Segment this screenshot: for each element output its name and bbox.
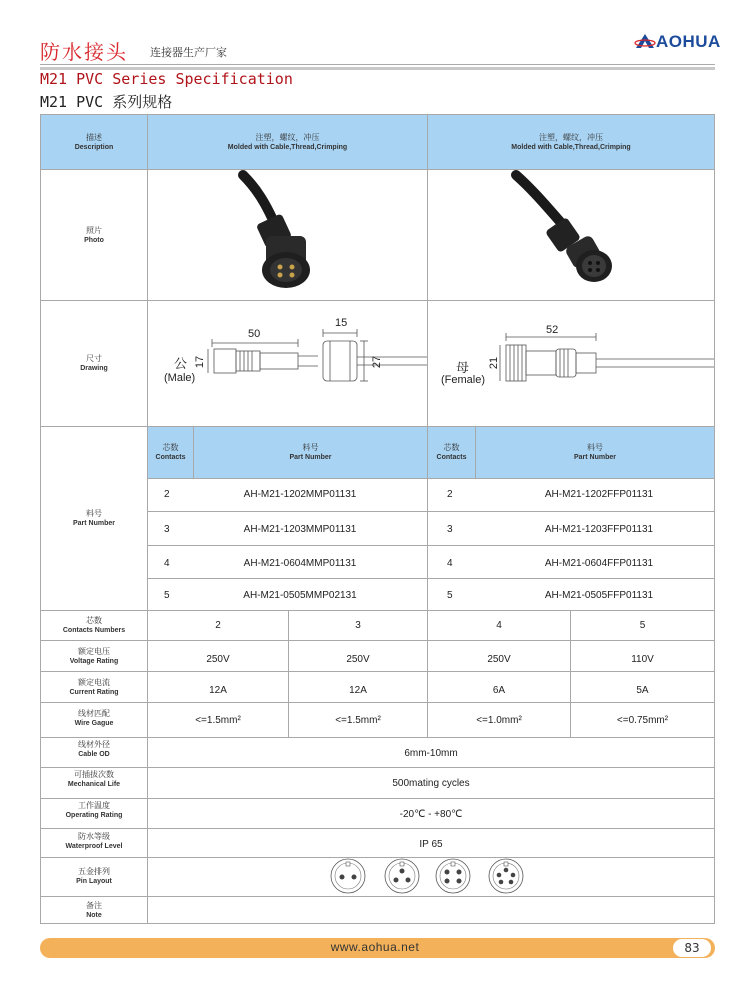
cable-od-label-cell [41,734,147,764]
operating-label-cn: 工作温度 [78,800,110,810]
pin-layout-label-cell [41,857,147,896]
waterproof-label-cn: 防水等级 [78,831,110,841]
note-label-cell [41,897,147,923]
brand-logo [634,32,721,52]
desc-female-en: Molded with Cable,Thread,Crimping [511,143,631,151]
pn-male-contacts-cn: 芯数 [162,443,179,452]
pin-layout-icons [148,857,714,896]
drawing-label-en: Drawing [80,365,108,372]
grid-v-spec-1 [288,610,289,738]
voltage-label-en: Voltage Rating [69,657,119,665]
part-number-label-en: Part Number [72,520,115,527]
pin-layout-label-cn: 五金排列 [78,867,110,876]
female-connector-photo [428,170,714,300]
voltage-value-3: 250V [487,653,511,665]
grid-h-pn-1 [147,511,715,512]
current-value-3: 6A [492,684,506,696]
grid-h-pn-3 [147,578,715,579]
pn-female-pn-header [476,427,714,478]
contacts-value-4: 5 [639,620,646,631]
desc-label-cn: 描述 [86,132,102,142]
pn-female-row-4-contacts: 5 [447,590,453,601]
wire-value-4: <=0.75mm² [616,714,669,726]
voltage-value-4: 110V [631,653,654,665]
female-label-cn: 母 [456,361,470,376]
male-dim-length: 50 [248,328,261,340]
mech-life-label-en: Mechanical Life [67,781,121,788]
female-dim-diameter: 21 [488,356,501,370]
desc-female-cn: 注塑，螺纹，冲压 [539,132,603,142]
pin-layout-3-icon [385,859,419,893]
pin-layout-4-icon [436,859,470,893]
cable-od-value: 6mm-10mm [404,747,458,759]
header-rule [40,64,715,65]
pn-female-pn-en: Part Number [573,454,616,461]
photo-label-en: Photo [84,236,104,244]
mech-life-label-cell [41,765,147,794]
photo-label-cn: 照片 [86,225,102,235]
desc-male-cn: 注塑，螺纹，冲压 [255,132,320,142]
pn-female-contacts-cn: 芯数 [443,443,460,452]
wire-label-en: Wire Gague [74,719,114,727]
drawing-label-cell [41,301,147,426]
male-drawing [148,301,427,426]
pn-male-row-2-contacts: 3 [164,524,170,535]
male-dim-diameter: 17 [194,355,207,369]
desc-label-en: Description [74,143,114,151]
grid-v-mid [427,114,428,610]
pn-male-row-4-pn: AH-M21-0505MMP02131 [243,590,357,601]
pin-layout-label-en: Pin Layout [76,878,112,885]
footer-url[interactable]: www.aohua.net [330,940,420,954]
pn-male-contacts-header [148,427,193,478]
operating-label-en: Operating Rating [65,811,123,819]
photo-label-cell [41,170,147,300]
contacts-value-2: 3 [355,620,361,631]
grid-v-spec-3 [570,610,571,738]
pin-layout-2-icon [331,859,365,893]
grid-h-6 [40,671,715,672]
pn-male-contacts-en: Contacts [155,454,186,461]
desc-female-cell [428,115,714,169]
wire-value-3: <=1.0mm² [476,714,522,726]
contacts-value-3: 4 [496,620,502,631]
pn-male-row-4-contacts: 5 [164,590,170,601]
grid-h-12 [40,857,715,858]
grid-h-pn-head [147,478,715,479]
pn-male-row-1-pn: AH-M21-1202MMP01131 [243,489,357,500]
pin-layout-5-icon [489,859,523,893]
current-value-4: 5A [636,684,649,696]
spec-title-cn: M21 PVC 系列规格 [40,93,173,111]
contacts-numbers-label-cell [41,611,147,640]
male-label-cn: 公 [174,357,188,372]
pn-female-row-3-pn: AH-M21-0604FFP01131 [544,558,654,569]
note-label-cn: 备注 [86,900,102,910]
mech-life-value: 500mating cycles [392,777,470,789]
waterproof-label-en: Waterproof Level [65,842,123,850]
cable-od-label-cn: 线材外径 [78,739,110,749]
waterproof-value: IP 65 [419,838,443,850]
pn-male-row-3-pn: AH-M21-0604MMP01131 [243,558,357,569]
page-number: 83 [672,938,712,958]
grid-h-13 [40,896,715,897]
waterproof-label-cell [41,826,147,856]
grid-h-4 [40,610,715,611]
pn-female-row-2-pn: AH-M21-1203FFP01131 [544,524,654,535]
male-drawing-svg [148,301,427,426]
grid-h-9 [40,767,715,768]
pn-male-pn-en: Part Number [289,454,332,461]
pn-female-contacts-header [428,427,475,478]
cable-od-label-en: Cable OD [78,750,110,758]
male-dim-nut-width: 15 [335,317,348,329]
contacts-numbers-label-cn: 芯数 [86,616,102,625]
current-label-cell [41,672,147,702]
wire-label-cn: 线材匹配 [78,708,110,718]
current-value-1: 12A [209,684,227,696]
pn-male-row-3-contacts: 4 [164,558,170,569]
wire-value-1: <=1.5mm² [195,714,241,726]
grid-h-11 [40,828,715,829]
mech-life-label-cn: 可插拔次数 [74,770,114,779]
spec-title-en: M21 PVC Series Specification [40,70,293,88]
voltage-value-2: 250V [346,653,370,665]
pn-female-row-1-contacts: 2 [447,489,453,500]
header-title: 防水接头 [40,40,128,64]
female-drawing [428,301,714,426]
male-label-en: (Male) [164,372,196,384]
operating-label-cell [41,795,147,825]
male-connector-photo [148,170,427,300]
pn-male-row-2-pn: AH-M21-1203MMP01131 [243,524,357,535]
contacts-numbers-label-en: Contacts Numbers [62,627,126,634]
grid-v-label [147,114,148,924]
contacts-value-1: 2 [215,620,221,631]
wire-label-cell [41,703,147,733]
wire-value-2: <=1.5mm² [335,714,381,726]
logo-text: AOHUA [656,32,721,51]
drawing-label-cn: 尺寸 [86,354,102,363]
grid-v-spec-2 [427,610,428,738]
grid-h-7 [40,702,715,703]
pn-female-row-2-contacts: 3 [447,524,453,535]
current-label-cn: 额定电流 [78,677,110,687]
operating-value: -20℃ - +80℃ [399,808,463,820]
grid-v-pn-female [475,427,476,479]
pn-female-row-1-pn: AH-M21-1202FFP01131 [544,489,654,500]
pn-female-row-4-pn: AH-M21-0505FFP01131 [544,590,654,601]
female-dim-length: 52 [546,324,559,336]
grid-h-1 [40,169,715,170]
desc-male-cell [148,115,427,169]
note-label-en: Note [86,911,102,919]
grid-h-pn-2 [147,545,715,546]
note-value [148,897,714,923]
grid-h-10 [40,798,715,799]
grid-h-2 [40,300,715,301]
male-dim-nut-diameter: 27 [371,355,384,369]
grid-h-3 [40,426,715,427]
pn-male-row-1-contacts: 2 [164,489,170,500]
pn-female-contacts-en: Contacts [436,454,467,461]
pn-male-pn-header [194,427,427,478]
voltage-label-cn: 额定电压 [78,646,110,656]
female-label-en: (Female) [441,374,486,386]
logo-mark-icon [634,33,656,49]
header-subtitle: 连接器生产厂家 [150,46,227,59]
current-label-en: Current Rating [69,688,119,696]
part-number-label-cn: 料号 [86,509,102,518]
grid-h-8 [40,737,715,738]
pn-female-pn-cn: 料号 [587,443,603,452]
voltage-label-cell [41,641,147,671]
grid-h-5 [40,640,715,641]
desc-male-en: Molded with Cable,Thread,Crimping [227,143,348,151]
part-number-label-cell [41,427,147,610]
desc-label-cell [41,115,147,169]
pn-male-pn-cn: 料号 [302,443,319,452]
grid-v-pn-male [193,427,194,479]
current-value-2: 12A [349,684,367,696]
pn-female-row-3-contacts: 4 [447,558,453,569]
voltage-value-1: 250V [206,653,230,665]
female-drawing-svg [428,301,714,426]
